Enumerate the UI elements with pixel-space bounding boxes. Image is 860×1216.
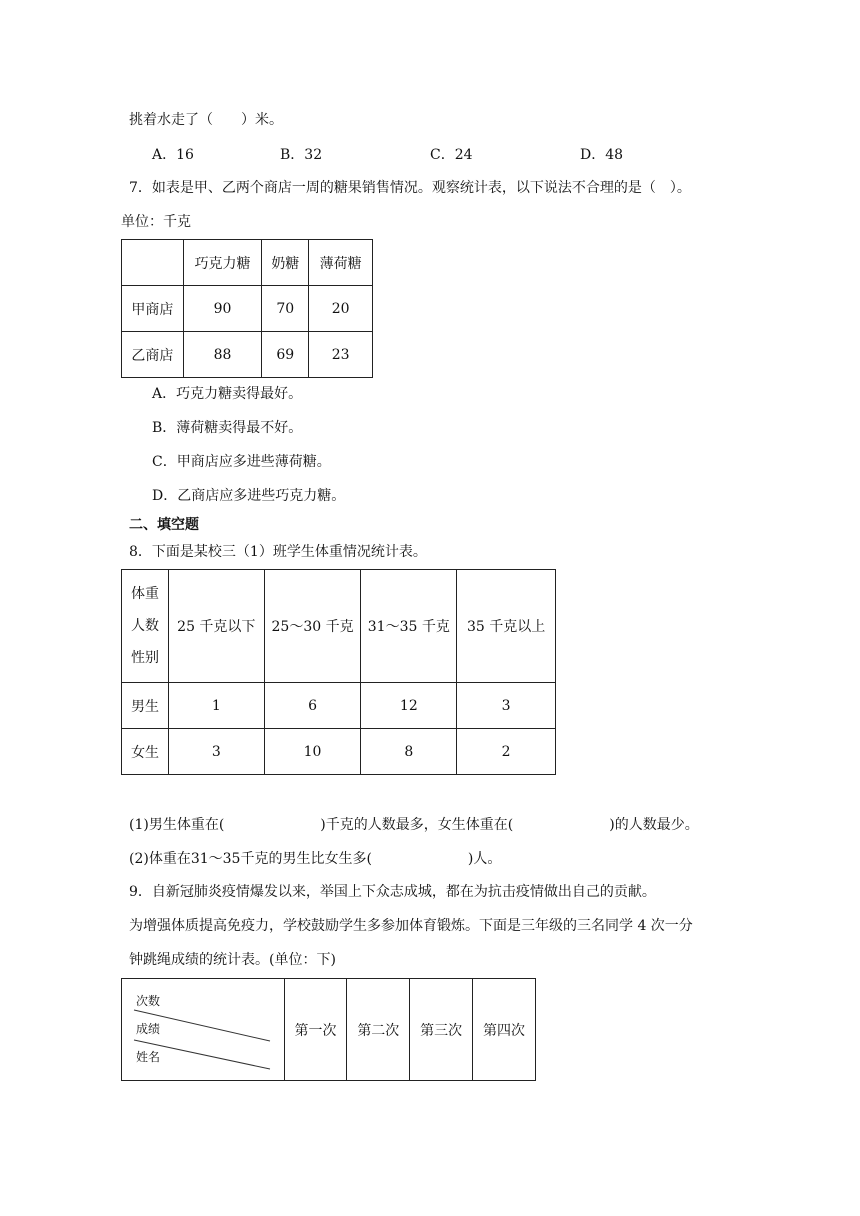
q8-sub2-part: )人。 — [467, 851, 502, 867]
section-title: 二、填空题 — [129, 517, 199, 533]
table-row — [122, 240, 373, 286]
q8-sub1-part: )的人数最少。 — [609, 817, 699, 833]
q7-option-b: B．薄荷糖卖得最不好。 — [152, 420, 303, 436]
table-header-cell: 第三次 — [410, 979, 473, 1081]
q6-option-c: C．24 — [430, 147, 473, 163]
table-header-cell: 第一次 — [284, 979, 347, 1081]
table-header-cell: 第四次 — [473, 979, 536, 1081]
corner-header-cell — [122, 570, 169, 683]
q8-sub1-part: (1)男生体重在( — [129, 817, 225, 833]
table-cell: 乙商店 — [122, 332, 184, 378]
table-header-cell: 25～30 千克 — [264, 570, 361, 683]
corner-label: 次数 — [136, 994, 161, 1008]
table-cell: 23 — [309, 332, 373, 378]
table-header-cell: 巧克力糖 — [183, 240, 262, 286]
table-cell: 6 — [264, 683, 361, 729]
table-header-cell: 第二次 — [347, 979, 410, 1081]
table-cell: 90 — [183, 286, 262, 332]
table-cell: 2 — [457, 729, 556, 775]
table-header-cell: 薄荷糖 — [309, 240, 373, 286]
q7-option-c: C．甲商店应多进些薄荷糖。 — [152, 454, 331, 470]
table-cell — [122, 240, 184, 286]
table-row — [122, 729, 556, 775]
q9-line-2: 为增强体质提高免疫力，学校鼓励学生多参加体育锻炼。下面是三年级的三名同学 4 次一分 — [129, 918, 693, 934]
corner-label: 成绩 — [136, 1022, 161, 1036]
table-cell: 20 — [309, 286, 373, 332]
table-cell: 70 — [262, 286, 309, 332]
q7-unit: 单位：千克 — [121, 214, 191, 230]
table-cell: 1 — [168, 683, 264, 729]
q7-option-d: D．乙商店应多进些巧克力糖。 — [152, 488, 346, 504]
q8-sub2-part: (2)体重在31～35千克的男生比女生多( — [129, 851, 372, 867]
q8-sub2 — [129, 849, 501, 869]
corner-label: 性别 — [130, 650, 159, 666]
table-header-cell: 奶糖 — [262, 240, 309, 286]
q7-stem: 7．如表是甲、乙两个商店一周的糖果销售情况。观察统计表，以下说法不合理的是（ ）。 — [129, 180, 691, 196]
table-cell: 88 — [183, 332, 262, 378]
q6-tail: 挑着水走了（ ）米。 — [129, 112, 283, 128]
table-header-cell: 35 千克以上 — [457, 570, 556, 683]
q6-option-b: B．32 — [280, 147, 323, 163]
q7-option-a: A．巧克力糖卖得最好。 — [152, 386, 303, 402]
table-cell: 12 — [361, 683, 457, 729]
table-cell: 69 — [262, 332, 309, 378]
table-row — [122, 332, 373, 378]
q7-table — [121, 239, 373, 378]
q8-stem: 8．下面是某校三（1）班学生体重情况统计表。 — [129, 544, 427, 560]
q8-sub1 — [129, 815, 699, 835]
corner-label: 体重 — [130, 586, 159, 602]
table-cell: 3 — [457, 683, 556, 729]
table-row — [122, 979, 536, 1081]
q8-table — [121, 569, 556, 775]
table-row — [122, 286, 373, 332]
diagonal-corner-cell — [122, 979, 285, 1081]
table-cell: 女生 — [122, 729, 169, 775]
corner-label: 姓名 — [136, 1050, 161, 1064]
table-cell: 8 — [361, 729, 457, 775]
table-cell: 3 — [168, 729, 264, 775]
table-row — [122, 683, 556, 729]
table-row — [122, 570, 556, 683]
q9-line-3: 钟跳绳成绩的统计表。(单位：下) — [129, 952, 336, 968]
table-cell: 甲商店 — [122, 286, 184, 332]
q6-option-a: A．16 — [152, 147, 194, 163]
table-cell: 10 — [264, 729, 361, 775]
q9-line-1: 9．自新冠肺炎疫情爆发以来，举国上下众志成城，都在为抗击疫情做出自己的贡献。 — [129, 884, 656, 900]
table-header-cell: 25 千克以下 — [168, 570, 264, 683]
q9-table — [121, 978, 536, 1081]
table-header-cell: 31～35 千克 — [361, 570, 457, 683]
corner-label: 人数 — [130, 618, 159, 634]
q6-option-d: D．48 — [580, 147, 624, 163]
table-cell: 男生 — [122, 683, 169, 729]
q8-sub1-part: )千克的人数最多，女生体重在( — [320, 817, 514, 833]
